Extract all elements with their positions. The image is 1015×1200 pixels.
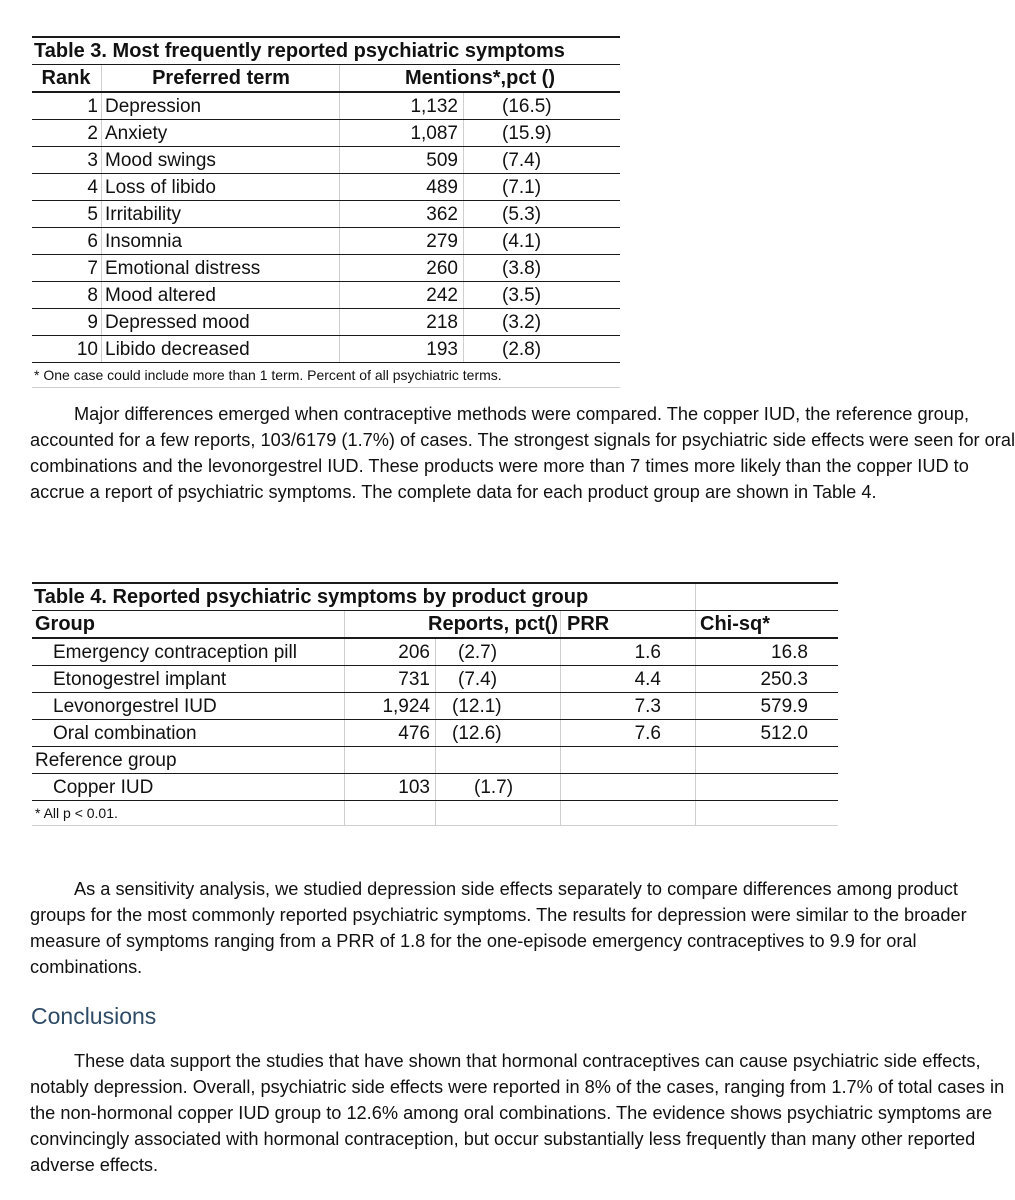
pct-cell: (4.1) <box>464 228 621 255</box>
pct-cell: (3.8) <box>464 255 621 282</box>
table-row <box>32 774 838 801</box>
empty-cell <box>696 747 839 774</box>
prr-cell: 7.3 <box>561 693 696 720</box>
pct-cell: (15.9) <box>464 120 621 147</box>
mentions-cell: 1,132 <box>340 92 464 120</box>
section-heading-conclusions: Conclusions <box>31 1003 157 1029</box>
pct-cell: (1.7) <box>436 774 561 801</box>
mentions-cell: 279 <box>340 228 464 255</box>
empty-cell <box>345 747 436 774</box>
table-row <box>32 693 838 720</box>
rank-cell: 7 <box>32 255 102 282</box>
table-row <box>32 228 620 255</box>
pct-cell: (7.1) <box>464 174 621 201</box>
pct-cell: (16.5) <box>464 92 621 120</box>
reports-cell: 731 <box>345 666 436 693</box>
table-4-title-row <box>32 583 838 611</box>
table-row <box>32 638 838 666</box>
mentions-cell: 242 <box>340 282 464 309</box>
pct-cell: (12.1) <box>436 693 561 720</box>
mentions-cell: 489 <box>340 174 464 201</box>
empty-cell <box>436 801 561 826</box>
term-cell: Libido decreased <box>102 336 340 363</box>
term-cell: Anxiety <box>102 120 340 147</box>
term-cell: Depressed mood <box>102 309 340 336</box>
group-cell: Oral combination <box>32 720 345 747</box>
conclusions-paragraph: These data support the studies that have shown that hormonal contraceptives can cause psychiatric side effects, notably depression. Overall, psychiatric side effects were reported in 8% of the cases, ranging from 1.7% of total cases in the non-hormonal copper IUD group to 12.6% among oral combinations. The evidence shows psychiatric symptoms are convincingly associated with hormonal contraception, but occur substantially less frequently than many other reported adverse effects. <box>30 1051 1005 1175</box>
table-row <box>32 147 620 174</box>
table-3 <box>32 36 620 388</box>
mentions-cell: 1,087 <box>340 120 464 147</box>
empty-cell <box>696 774 839 801</box>
table-row <box>32 720 838 747</box>
table-3-footnote-row <box>32 363 620 388</box>
empty-cell <box>561 801 696 826</box>
empty-cell <box>345 801 436 826</box>
term-cell: Emotional distress <box>102 255 340 282</box>
reports-cell: 1,924 <box>345 693 436 720</box>
table-row <box>32 336 620 363</box>
table-row <box>32 666 838 693</box>
table-4-header-reports: Reports, pct() <box>345 611 561 639</box>
table-3-title: Table 3. Most frequently reported psychiatric symptoms <box>32 37 620 65</box>
mentions-cell: 218 <box>340 309 464 336</box>
prr-cell: 7.6 <box>561 720 696 747</box>
rank-cell: 4 <box>32 174 102 201</box>
empty-cell <box>436 747 561 774</box>
reports-cell: 206 <box>345 638 436 666</box>
mentions-cell: 260 <box>340 255 464 282</box>
body-paragraph-2: As a sensitivity analysis, we studied depression side effects separately to compare differences among product groups for the most commonly reported psychiatric symptoms. The results for depression were similar to the broader measure of symptoms ranging from a PRR of 1.8 for the one-episode emergency contraceptives to 9.9 for oral combinations. <box>30 879 967 977</box>
table-3-title-row <box>32 37 620 65</box>
rank-cell: 8 <box>32 282 102 309</box>
rank-cell: 6 <box>32 228 102 255</box>
table-4-title: Table 4. Reported psychiatric symptoms by product group <box>32 583 696 611</box>
table-4-header-row <box>32 611 838 639</box>
table-4-title-spacer <box>696 583 839 611</box>
pct-cell: (2.8) <box>464 336 621 363</box>
pct-cell: (5.3) <box>464 201 621 228</box>
table-3-header-row <box>32 65 620 93</box>
empty-cell <box>561 747 696 774</box>
chisq-cell: 512.0 <box>696 720 839 747</box>
reference-group-label: Reference group <box>32 747 345 774</box>
body-paragraph-1: Major differences emerged when contraceptive methods were compared. The copper IUD, the reference group, accounted for a few reports, 103/6179 (1.7%) of cases. The strongest signals for psychiatric side effects were seen for oral combinations and the levonorgestrel IUD. These products were more than 7 times more likely than the copper IUD to accrue a report of psychiatric symptoms. The complete data for each product group are shown in Table 4. <box>30 404 1015 502</box>
mentions-cell: 362 <box>340 201 464 228</box>
chisq-cell: 250.3 <box>696 666 839 693</box>
table-3-header-rank: Rank <box>32 65 102 93</box>
reports-cell: 103 <box>345 774 436 801</box>
table-4-footnote: * All p < 0.01. <box>32 801 345 826</box>
table-row <box>32 120 620 147</box>
table-row <box>32 255 620 282</box>
table-4-footnote-row <box>32 801 838 826</box>
prr-cell: 4.4 <box>561 666 696 693</box>
reports-cell: 476 <box>345 720 436 747</box>
empty-cell <box>561 774 696 801</box>
group-cell: Emergency contraception pill <box>32 638 345 666</box>
term-cell: Irritability <box>102 201 340 228</box>
rank-cell: 10 <box>32 336 102 363</box>
table-3-header-mentions: Mentions*,pct () <box>340 65 621 93</box>
empty-cell <box>696 801 839 826</box>
term-cell: Loss of libido <box>102 174 340 201</box>
table-row <box>32 174 620 201</box>
rank-cell: 9 <box>32 309 102 336</box>
table-4-header-chisq: Chi-sq* <box>696 611 839 639</box>
rank-cell: 2 <box>32 120 102 147</box>
table-row <box>32 747 838 774</box>
rank-cell: 5 <box>32 201 102 228</box>
chisq-cell: 16.8 <box>696 638 839 666</box>
table-3-footnote: * One case could include more than 1 term. Percent of all psychiatric terms. <box>32 363 620 388</box>
term-cell: Depression <box>102 92 340 120</box>
table-row <box>32 201 620 228</box>
pct-cell: (7.4) <box>464 147 621 174</box>
table-4-header-prr: PRR <box>561 611 696 639</box>
rank-cell: 3 <box>32 147 102 174</box>
table-4-header-group: Group <box>32 611 345 639</box>
mentions-cell: 193 <box>340 336 464 363</box>
table-row <box>32 282 620 309</box>
rank-cell: 1 <box>32 92 102 120</box>
pct-cell: (2.7) <box>436 638 561 666</box>
pct-cell: (3.2) <box>464 309 621 336</box>
table-4 <box>32 582 838 826</box>
prr-cell: 1.6 <box>561 638 696 666</box>
mentions-cell: 509 <box>340 147 464 174</box>
group-cell: Copper IUD <box>32 774 345 801</box>
table-row <box>32 92 620 120</box>
group-cell: Etonogestrel implant <box>32 666 345 693</box>
table-row <box>32 309 620 336</box>
term-cell: Mood swings <box>102 147 340 174</box>
table-3-header-term: Preferred term <box>102 65 340 93</box>
term-cell: Mood altered <box>102 282 340 309</box>
chisq-cell: 579.9 <box>696 693 839 720</box>
term-cell: Insomnia <box>102 228 340 255</box>
pct-cell: (3.5) <box>464 282 621 309</box>
pct-cell: (7.4) <box>436 666 561 693</box>
pct-cell: (12.6) <box>436 720 561 747</box>
group-cell: Levonorgestrel IUD <box>32 693 345 720</box>
